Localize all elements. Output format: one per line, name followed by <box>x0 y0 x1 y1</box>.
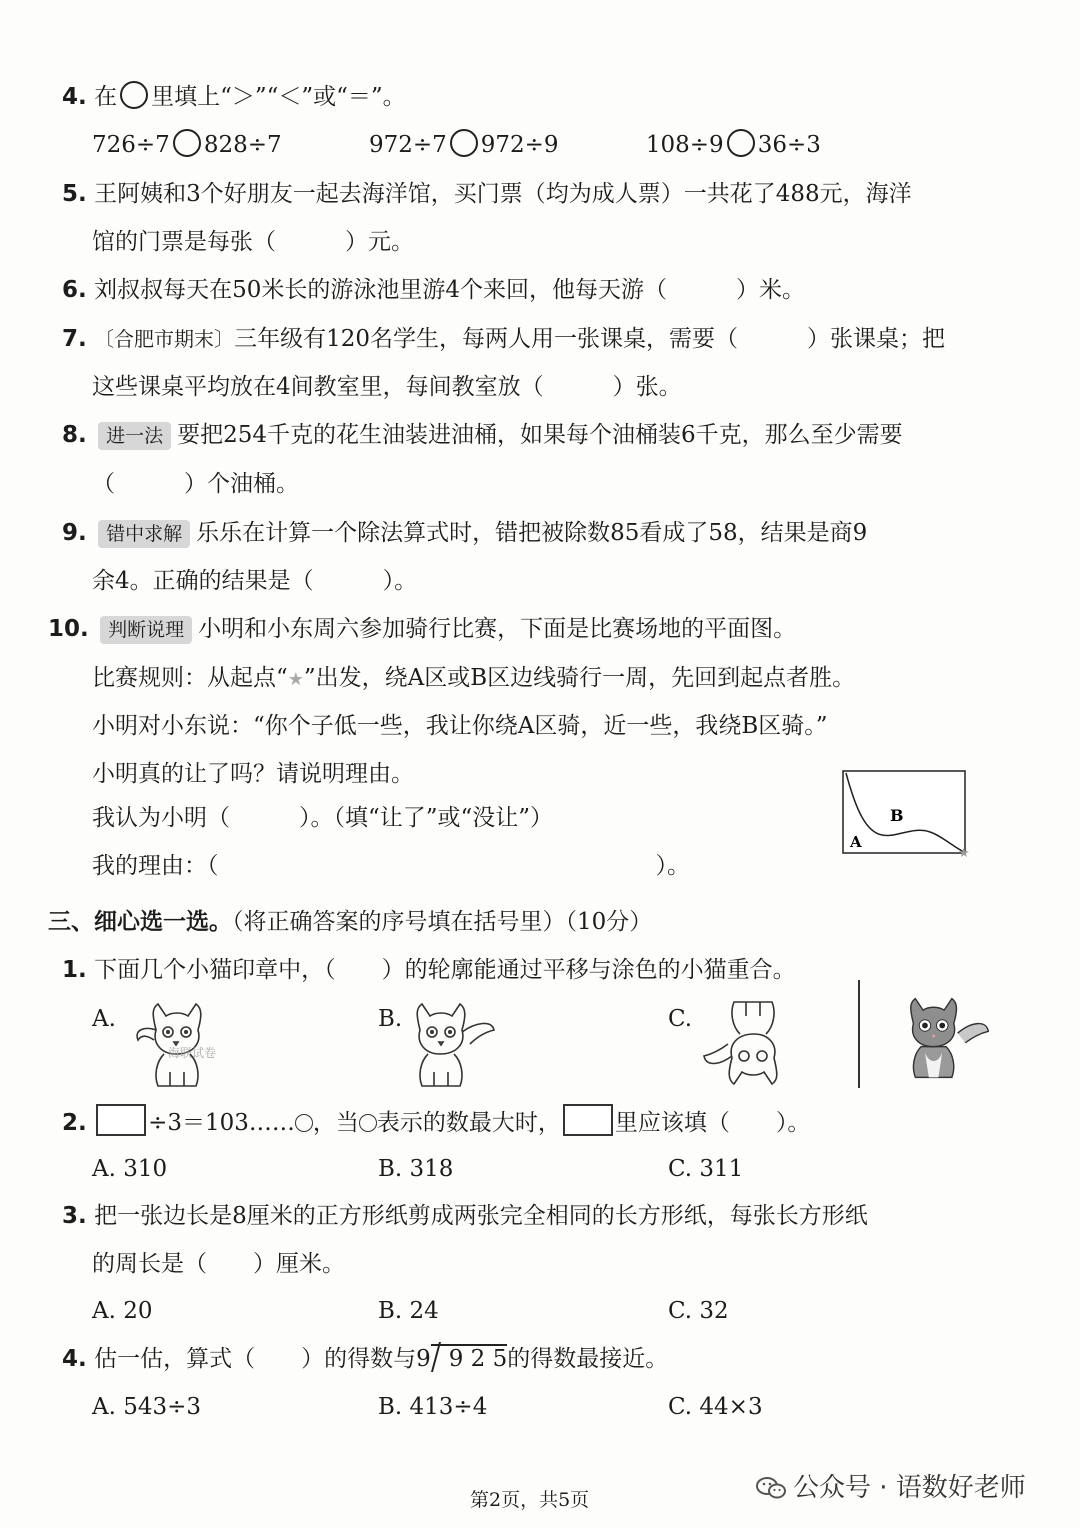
map-label-a: A <box>850 833 862 851</box>
long-division-bracket <box>431 1342 508 1376</box>
s3-line2: 的周长是（ ）厘米。 <box>92 1251 345 1277</box>
q7-line2: 这些课桌平均放在4间教室里，每间教室放（ ）张。 <box>92 374 682 400</box>
q4-expr3-circle[interactable] <box>727 129 755 157</box>
q5-text1: 王阿姨和3个好朋友一起去海洋馆，买门票（均为成人票）一共花了488元，海洋 <box>94 181 912 207</box>
s4-number: 4. <box>62 1346 87 1372</box>
q9-number: 9. <box>62 520 87 546</box>
q8-line2: （ ）个油桶。 <box>92 471 299 497</box>
s4-pre: 估一估，算式（ ）的得数与 <box>94 1346 417 1372</box>
remainder-circle-icon-2 <box>359 1114 377 1132</box>
s2-number: 2. <box>62 1110 87 1136</box>
q10-line3: 小明对小东说：“你个子低一些，我让你绕A区骑，近一些，我绕B区骑。” <box>92 713 828 739</box>
s2-mid2: ，当 <box>312 1110 359 1136</box>
s4-option-b[interactable]: B. 413÷4 <box>378 1394 488 1420</box>
cat-c-rotated-icon <box>700 996 800 1088</box>
s1-option-c[interactable]: C. <box>668 1006 693 1032</box>
q7-source: 〔合肥市期末〕 <box>94 327 235 351</box>
q8-tag: 进一法 <box>98 422 171 450</box>
q8-number: 8. <box>62 422 87 448</box>
q4-expr3-right: 36÷3 <box>757 132 821 158</box>
s4-option-a[interactable]: A. 543÷3 <box>92 1394 202 1420</box>
q4-expr2-circle[interactable] <box>450 129 478 157</box>
q4-question <box>62 80 406 114</box>
s3-number: 3. <box>62 1203 87 1229</box>
watermark-text: 公众号 · 语数好老师 <box>793 1473 1026 1503</box>
page-number: 第2页，共5页 <box>470 1489 590 1511</box>
q8-text1: 要把254千克的花生油装进油桶，如果每个油桶装6千克，那么至少需要 <box>177 422 903 448</box>
s3-line1 <box>62 1199 868 1233</box>
s2-tail: 里应该填（ ）。 <box>614 1110 811 1136</box>
vertical-divider <box>858 980 860 1088</box>
stamp-watermark-text: 海联试卷 <box>168 1046 217 1060</box>
wechat-logo-icon <box>755 1474 787 1502</box>
q4-expr1-left: 726÷7 <box>92 132 170 158</box>
s3-option-a[interactable]: A. 20 <box>92 1298 153 1324</box>
s1-text1: 下面几个小猫印章中，（ ）的轮廓能通过平移与涂色的小猫重合。 <box>94 957 796 983</box>
map-label-b: B <box>890 806 904 825</box>
s3-text1: 把一张边长是8厘米的正方形纸剪成两张完全相同的长方形纸，每张长方形纸 <box>94 1203 868 1229</box>
s2-option-a[interactable]: A. 310 <box>92 1156 168 1182</box>
q8-line1 <box>62 418 903 452</box>
s1-option-b[interactable]: B. <box>378 1006 403 1032</box>
q5-line1 <box>62 177 912 211</box>
q4-expr3-left: 108÷9 <box>645 132 724 158</box>
q10-line1 <box>48 612 796 646</box>
q10-text2-post: ”出发，绕A区或B区边线骑行一周，先回到起点者胜。 <box>303 665 856 691</box>
q10-line6: 我的理由：（ ）。 <box>92 853 690 879</box>
q4-expr1-circle[interactable] <box>173 129 201 157</box>
q6-number: 6. <box>62 277 87 303</box>
s2-answer-box-2[interactable] <box>563 1104 613 1136</box>
long-division-bar <box>431 1344 508 1346</box>
section3-title: 三、细心选一选。 <box>48 909 232 935</box>
q7-line1 <box>62 322 945 356</box>
q10-line5: 我认为小明（ ）。（填“让了”或“没让”） <box>92 805 554 831</box>
q7-text1: 三年级有120名学生，每两人用一张课桌，需要（ ）张课桌；把 <box>234 326 945 352</box>
s4-line1 <box>62 1342 668 1376</box>
q5-number: 5. <box>62 181 87 207</box>
q5-line2: 馆的门票是每张（ ）元。 <box>92 229 414 255</box>
q9-tag: 错中求解 <box>98 520 190 548</box>
q4-text-pre: 在 <box>94 84 118 110</box>
q10-number: 10. <box>48 616 89 642</box>
race-track-map <box>842 770 974 860</box>
q10-line4: 小明真的让了吗？请说明理由。 <box>92 761 414 787</box>
s2-option-b[interactable]: B. 318 <box>378 1156 454 1182</box>
s4-divisor: 9 <box>416 1346 431 1372</box>
s4-post: 的得数最接近。 <box>507 1346 669 1372</box>
s2-mid3: 表示的数最大时， <box>376 1110 561 1136</box>
compare-circle-icon <box>120 81 148 109</box>
section3-heading <box>48 905 652 939</box>
s2-line1 <box>62 1104 810 1140</box>
q4-expr1-right: 828÷7 <box>203 132 282 158</box>
s4-option-c[interactable]: C. 44×3 <box>668 1394 763 1420</box>
s3-option-c[interactable]: C. 32 <box>668 1298 729 1324</box>
s2-answer-box[interactable] <box>96 1104 146 1136</box>
q6-text1: 刘叔叔每天在50米长的游泳池里游4个来回，他每天游（ ）米。 <box>94 277 805 303</box>
q7-number: 7. <box>62 326 87 352</box>
s1-number: 1. <box>62 957 87 983</box>
q9-line1 <box>62 516 867 550</box>
q4-text-post: 里填上“＞”“＜”或“＝”。 <box>151 84 406 110</box>
map-start-star-icon: ★ <box>958 846 970 860</box>
painted-cat-icon <box>900 994 996 1082</box>
long-division-slash-icon <box>431 1342 449 1372</box>
start-star-icon: ★ <box>287 669 304 690</box>
q10-tag: 判断说理 <box>100 616 192 644</box>
s2-mid: ÷3＝103…… <box>148 1110 295 1136</box>
s1-line1 <box>62 953 796 987</box>
wechat-watermark <box>755 1468 1026 1508</box>
remainder-circle-icon <box>295 1114 313 1132</box>
q4-number: 4. <box>62 84 87 110</box>
s4-dividend: 9 2 5 <box>448 1346 508 1372</box>
q4-expressions <box>92 128 821 162</box>
s3-option-b[interactable]: B. 24 <box>378 1298 439 1324</box>
s1-option-a[interactable]: A. <box>92 1006 116 1032</box>
s2-option-c[interactable]: C. 311 <box>668 1156 744 1182</box>
section3-subtitle: （将正确答案的序号填在括号里）（10分） <box>232 909 653 935</box>
q9-line2: 余4。正确的结果是（ ）。 <box>92 568 418 594</box>
cat-b-outline-icon <box>406 1000 506 1090</box>
q10-text2-pre: 比赛规则：从起点“ <box>92 665 288 691</box>
q4-expr2-right: 972÷9 <box>480 132 559 158</box>
q6-line1 <box>62 273 805 307</box>
q4-expr2-left: 972÷7 <box>368 132 447 158</box>
q10-line2 <box>92 661 855 697</box>
q10-text1: 小明和小东周六参加骑行比赛，下面是比赛场地的平面图。 <box>198 616 797 642</box>
q9-text1: 乐乐在计算一个除法算式时，错把被除数85看成了58，结果是商9 <box>196 520 868 546</box>
